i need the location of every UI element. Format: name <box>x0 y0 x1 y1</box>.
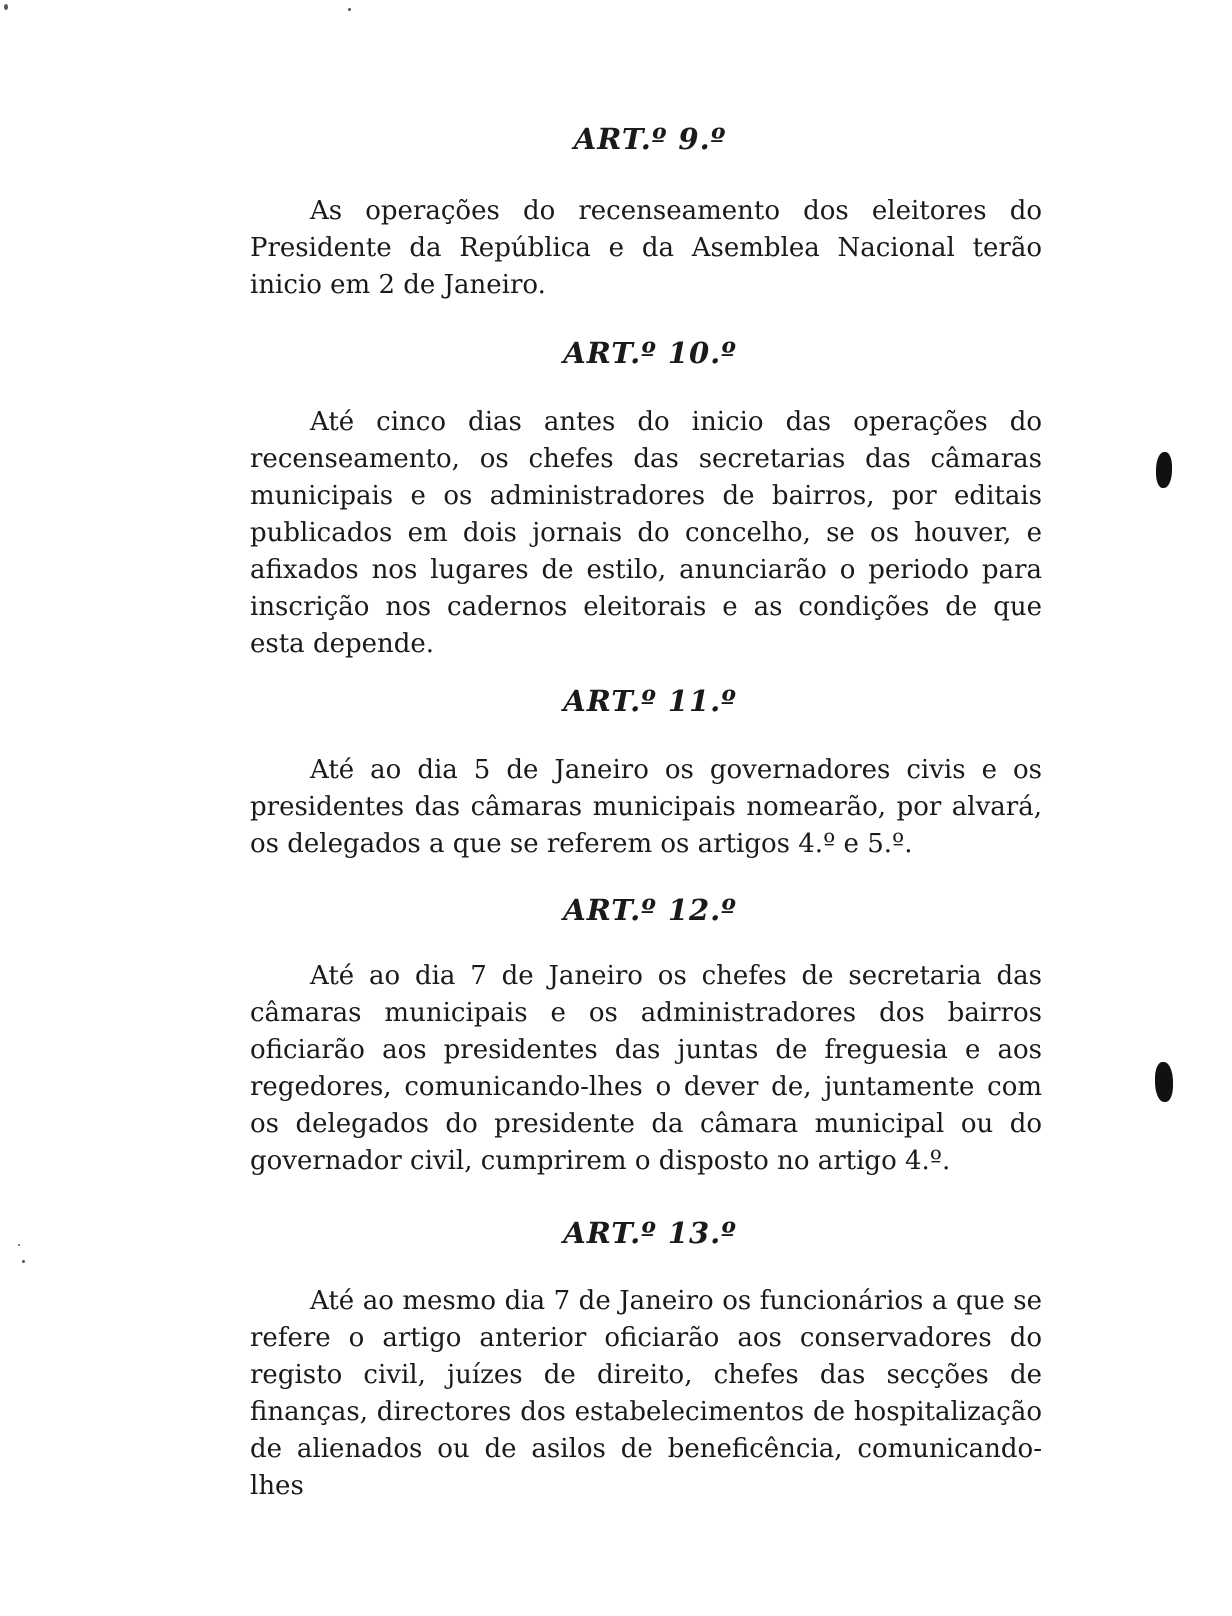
article-13-text: Até ao mesmo dia 7 de Janeiro os funcionários a que se refere o artigo anterior oficiarão aos conservadores do registo civil, juízes de direito, chefes das secções de finanças, directores dos estabelecimentos de hospitalização de alienados ou de asilos de beneficência, comunicando-lhes <box>250 1286 1042 1501</box>
scan-speck <box>348 8 351 11</box>
article-9-text: As operações do recenseamento dos eleitores do Presidente da República e da Asemblea Nacional terão inicio em 2 de Janeiro. <box>250 196 1042 300</box>
article-11-heading: ART.º 11.º <box>563 684 737 718</box>
article-9-heading: ART.º 9.º <box>573 122 727 156</box>
binder-hole-mark <box>1155 1062 1173 1102</box>
binder-hole-mark <box>1156 452 1172 488</box>
article-12-heading: ART.º 12.º <box>563 893 737 927</box>
scan-speck <box>4 4 8 10</box>
article-12-text: Até ao dia 7 de Janeiro os chefes de secretaria das câmaras municipais e os administradores dos bairros oficiarão aos presidentes das juntas de freguesia e aos regedores, comunicando-lhes o dever de, juntamente com os delegados do presidente da câmara municipal ou do governador civil, cumprirem o disposto no artigo 4.º. <box>250 961 1042 1176</box>
article-11-text: Até ao dia 5 de Janeiro os governadores civis e os presidentes das câmaras municipais nomearão, por alvará, os delegados a que se referem os artigos 4.º e 5.º. <box>250 755 1042 859</box>
scan-speck <box>18 1244 20 1246</box>
article-10-heading: ART.º 10.º <box>563 336 737 370</box>
scan-speck <box>22 1260 25 1263</box>
article-10-text: Até cinco dias antes do inicio das operações do recenseamento, os chefes das secretarias das câmaras municipais e os administradores de bairros, por editais publicados em dois jornais do concelho, se os houver, e afixados nos lugares de estilo, anunciarão o periodo para inscrição nos cadernos eleitorais e as condições de que esta depende. <box>250 407 1042 659</box>
article-13-heading: ART.º 13.º <box>563 1216 737 1250</box>
